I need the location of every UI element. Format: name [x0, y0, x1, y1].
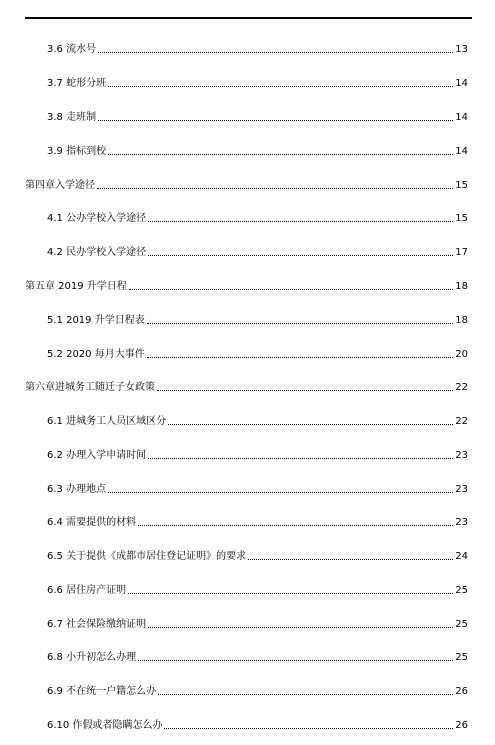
toc-entry-title: 3.6 流水号 [47, 44, 97, 55]
toc-entry-page: 13 [455, 44, 468, 55]
toc-entry-chapter-5[interactable] [25, 281, 468, 293]
toc-entry-6-4[interactable] [47, 517, 468, 529]
toc-entry-3-9[interactable] [47, 146, 468, 158]
toc-entry-title: 3.9 指标到校 [47, 146, 107, 157]
toc-entry-6-5[interactable] [47, 551, 468, 563]
toc-entry-page: 20 [455, 349, 468, 360]
toc-entry-title: 6.9 不在统一户籍怎么办 [47, 686, 157, 697]
toc-entry-6-1[interactable] [47, 416, 468, 428]
toc-entry-title: 4.2 民办学校入学途径 [47, 247, 147, 258]
dot-leader [148, 458, 453, 459]
dot-leader [148, 627, 453, 628]
dot-leader [147, 357, 454, 358]
toc-entry-title: 第四章入学途径 [25, 180, 95, 191]
dot-leader [129, 289, 453, 290]
toc-entry-page: 14 [455, 146, 468, 157]
dot-leader [138, 525, 453, 526]
toc-entry-page: 25 [455, 619, 468, 630]
toc-entry-page: 15 [455, 213, 468, 224]
dot-leader [108, 492, 453, 493]
toc-entry-page: 22 [455, 382, 468, 393]
toc-entry-title: 6.3 办理地点 [47, 484, 107, 495]
toc-entry-4-2[interactable] [47, 247, 468, 259]
toc-entry-page: 18 [455, 315, 468, 326]
toc-entry-title: 6.2 办理入学申请时间 [47, 450, 147, 461]
toc-entry-page: 18 [455, 281, 468, 292]
toc-entry-page: 14 [455, 112, 468, 123]
toc-entry-title: 3.7 蛇形分班 [47, 78, 107, 89]
dot-leader [147, 323, 454, 324]
toc-entry-title: 第五章 2019 升学日程 [25, 281, 127, 292]
dot-leader [148, 255, 453, 256]
toc-entry-page: 25 [455, 585, 468, 596]
dot-leader [98, 120, 453, 121]
toc-entry-title: 6.6 居住房产证明 [47, 585, 127, 596]
toc-entry-page: 26 [455, 720, 468, 731]
toc-entry-3-8[interactable] [47, 112, 468, 124]
toc-entry-6-3[interactable] [47, 484, 468, 496]
toc-entry-title: 5.1 2019 升学日程表 [47, 315, 145, 326]
toc-entry-page: 26 [455, 686, 468, 697]
toc-entry-page: 23 [455, 484, 468, 495]
toc-entry-title: 6.8 小升初怎么办理 [47, 652, 137, 663]
toc-entry-6-2[interactable] [47, 450, 468, 462]
toc-entry-page: 15 [455, 180, 468, 191]
toc-entry-6-7[interactable] [47, 619, 468, 631]
dot-leader [138, 660, 453, 661]
toc-entry-title: 3.8 走班制 [47, 112, 97, 123]
toc-entry-page: 25 [455, 652, 468, 663]
toc-entry-chapter-4[interactable] [25, 180, 468, 192]
dot-leader [168, 424, 453, 425]
toc-entry-title: 6.10 作假或者隐瞒怎么办 [47, 720, 163, 731]
toc-entry-title: 6.5 关于提供《成都市居住登记证明》的要求 [47, 551, 247, 562]
toc-entry-page: 24 [455, 551, 468, 562]
dot-leader [157, 390, 453, 391]
toc-entry-title: 4.1 公办学校入学途径 [47, 213, 147, 224]
dot-leader [108, 154, 453, 155]
toc-entry-title: 6.4 需要提供的材料 [47, 517, 137, 528]
toc-entry-3-7[interactable] [47, 78, 468, 90]
toc-entry-4-1[interactable] [47, 213, 468, 225]
toc-entry-6-10[interactable] [47, 720, 468, 732]
toc-entry-page: 14 [455, 78, 468, 89]
toc-entry-page: 23 [455, 517, 468, 528]
toc-entry-3-6[interactable] [47, 44, 468, 56]
dot-leader [248, 559, 453, 560]
toc-entry-title: 5.2 2020 每月大事件 [47, 349, 145, 360]
dot-leader [108, 86, 453, 87]
dot-leader [158, 694, 453, 695]
dot-leader [164, 728, 453, 729]
toc-entry-title: 6.7 社会保险缴纳证明 [47, 619, 147, 630]
toc-entry-5-1[interactable] [47, 315, 468, 327]
dot-leader [98, 52, 453, 53]
toc-entry-6-9[interactable] [47, 686, 468, 698]
toc-entry-6-6[interactable] [47, 585, 468, 597]
toc-entry-title: 6.1 进城务工人员区域区分 [47, 416, 167, 427]
toc-entry-6-8[interactable] [47, 652, 468, 664]
toc-entry-5-2[interactable] [47, 349, 468, 361]
dot-leader [128, 593, 453, 594]
dot-leader [148, 221, 453, 222]
toc-entry-page: 23 [455, 450, 468, 461]
toc-entry-page: 22 [455, 416, 468, 427]
toc-entry-page: 17 [455, 247, 468, 258]
dot-leader [97, 188, 453, 189]
toc-entry-title: 第六章进城务工随迁子女政策 [25, 382, 155, 393]
toc-entry-chapter-6[interactable] [25, 382, 468, 394]
